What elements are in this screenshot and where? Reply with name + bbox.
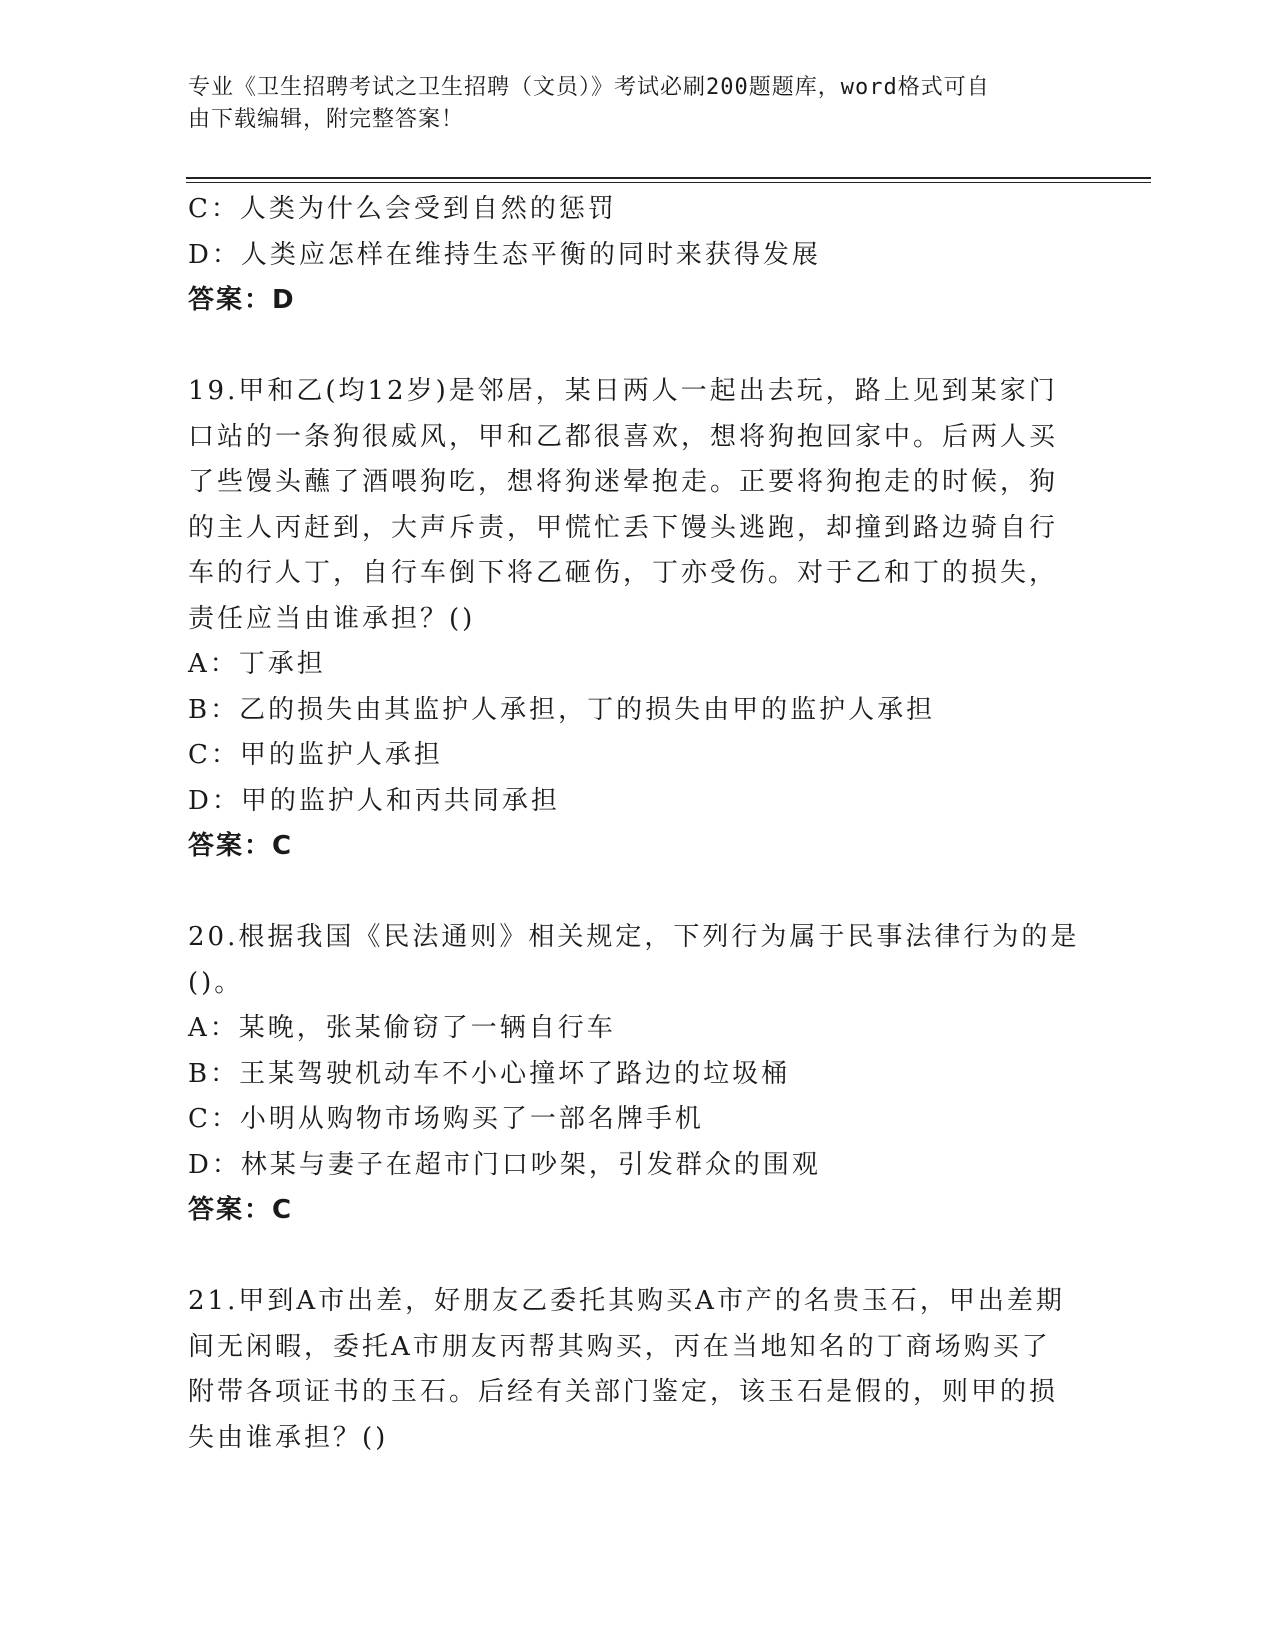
header-line-1: 专业《卫生招聘考试之卫生招聘（文员）》考试必刷200题题库，word格式可自 (188, 75, 990, 100)
option-c: C：小明从购物市场购买了一部名牌手机 (188, 1104, 704, 1134)
question-text-line: 口站的一条狗很威风，甲和乙都很喜欢，想将狗抱回家中。后两人买 (188, 421, 1059, 452)
question-text-line: 的主人丙赶到，大声斥责，甲慌忙丢下馒头逃跑，却撞到路边骑自行 (188, 512, 1059, 543)
option-b: B：乙的损失由其监护人承担，丁的损失由甲的监护人承担 (188, 694, 936, 725)
question-20 (188, 915, 1088, 1234)
question-text-line: 车的行人丁，自行车倒下将乙砸伤，丁亦受伤。对于乙和丁的损失， (188, 558, 1059, 588)
answer-line: 答案：D (188, 285, 296, 315)
question-text-line: 了些馒头蘸了酒喂狗吃，想将狗迷晕抱走。正要将狗抱走的时候，狗 (188, 467, 1059, 497)
question-text-line: 21.甲到A市出差，好朋友乙委托其购买A市产的名贵玉石，甲出差期 (188, 1286, 1065, 1316)
option-a: A：某晚，张某偷窃了一辆自行车 (188, 1013, 616, 1043)
option-d: D：林某与妻子在超市门口吵架，引发群众的围观 (188, 1149, 821, 1180)
option-c: C：人类为什么会受到自然的惩罚 (188, 194, 617, 224)
option-c: C：甲的监护人承担 (188, 740, 443, 770)
spacer (188, 1234, 1088, 1280)
option-b: B：王某驾驶机动车不小心撞坏了路边的垃圾桶 (188, 1058, 791, 1089)
question-text-line: 附带各项证书的玉石。后经有关部门鉴定，该玉石是假的，则甲的损 (188, 1377, 1059, 1407)
question-text-line: 失由谁承担？() (188, 1422, 389, 1453)
option-d: D：人类应怎样在维持生态平衡的同时来获得发展 (188, 239, 821, 270)
document-body (188, 187, 1088, 1461)
option-d: D：甲的监护人和丙共同承担 (188, 785, 560, 816)
spacer (188, 870, 1088, 916)
question-text-line: 责任应当由谁承担？() (188, 603, 476, 634)
question-text-line: 19.甲和乙(均12岁)是邻居，某日两人一起出去玩，路上见到某家门 (188, 376, 1058, 406)
document-header (188, 72, 1068, 136)
answer-line: 答案：C (188, 1195, 294, 1225)
question-text-line: ()。 (188, 967, 244, 998)
spacer (188, 324, 1088, 370)
header-divider-thick (186, 177, 1151, 179)
question-text-line: 20.根据我国《民法通则》相关规定，下列行为属于民事法律行为的是 (188, 922, 1080, 952)
header-line-2: 由下载编辑，附完整答案！ (188, 107, 465, 132)
header-divider-thin (186, 182, 1151, 183)
question-21 (188, 1279, 1088, 1461)
question-text-line: 间无闲暇，委托A市朋友丙帮其购买，丙在当地知名的丁商场购买了 (188, 1331, 1051, 1362)
answer-line: 答案：C (188, 831, 294, 861)
question-18-tail (188, 187, 1088, 324)
option-a: A：丁承担 (188, 649, 326, 679)
question-19 (188, 369, 1088, 870)
